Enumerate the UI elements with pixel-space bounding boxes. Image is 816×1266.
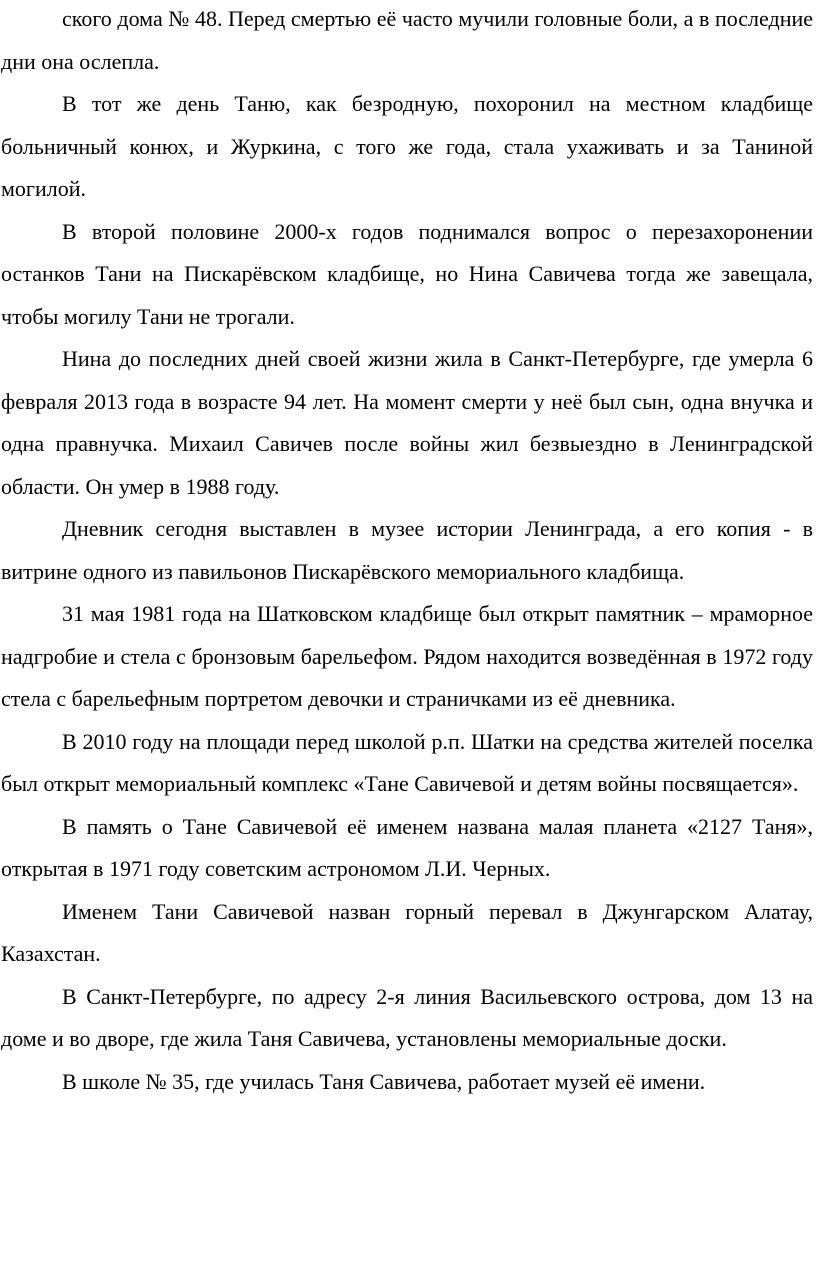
paragraph-mountain-pass: Именем Тани Савичевой назван горный перевал в Джунгарском Алатау, Казахстан. bbox=[1, 898, 813, 966]
paragraph-burial: В тот же день Таню, как безродную, похоронил на местном кладбище больничный конюх, и Журкина, с того же года, стала ухаживать и за Таниной могилой. bbox=[1, 91, 813, 201]
paragraph-diary-exhibit: Дневник сегодня выставлен в музее истории Ленинграда, а его копия - в витрине одного из павильонов Пискарёвского мемориального кладбища. bbox=[1, 516, 813, 584]
paragraph-school-museum: В школе № 35, где училась Таня Савичева, работает музей её имени. bbox=[62, 1068, 706, 1094]
paragraph-nina-life: Нина до последних дней своей жизни жила в Санкт-Петербурге, где умерла 6 февраля 2013 года в возрасте 94 лет. На момент смерти у неё был сын, одна внучка и одна правнучка. Михаил Савичев после войны жил безвыездно в Ленинградской области. Он умер в 1988 году. bbox=[1, 346, 813, 499]
paragraph-reburial-question: В второй половине 2000-х годов поднимался вопрос о перезахоронении останков Тани на Пискарёвском кладбище, но Нина Савичева тогда же завещала, чтобы могилу Тани не трогали. bbox=[1, 218, 813, 329]
paragraph-monument-1981: 31 мая 1981 года на Шатковском кладбище был открыт памятник – мраморное надгробие и стела с бронзовым барельефом. Рядом находится возведённая в 1972 году стела с барельефным портретом девочки и страничками из её дневника. bbox=[1, 601, 813, 711]
paragraph-death-details: ского дома № 48. Перед смертью её часто мучили головные боли, а в последние дни она ослепла. bbox=[1, 6, 813, 74]
paragraph-minor-planet: В память о Тане Савичевой её именем названа малая планета «2127 Таня», открытая в 1971 году советским астрономом Л.И. Черных. bbox=[1, 813, 813, 881]
paragraph-memorial-plaques: В Санкт-Петербурге, по адресу 2-я линия Васильевского острова, дом 13 на доме и во дворе, где жила Таня Савичева, установлены мемориальные доски. bbox=[1, 983, 813, 1051]
paragraph-memorial-2010: В 2010 году на площади перед школой р.п. Шатки на средства жителей поселка был открыт мемориальный комплекс «Тане Савичевой и детям войны посвящается». bbox=[1, 728, 813, 796]
